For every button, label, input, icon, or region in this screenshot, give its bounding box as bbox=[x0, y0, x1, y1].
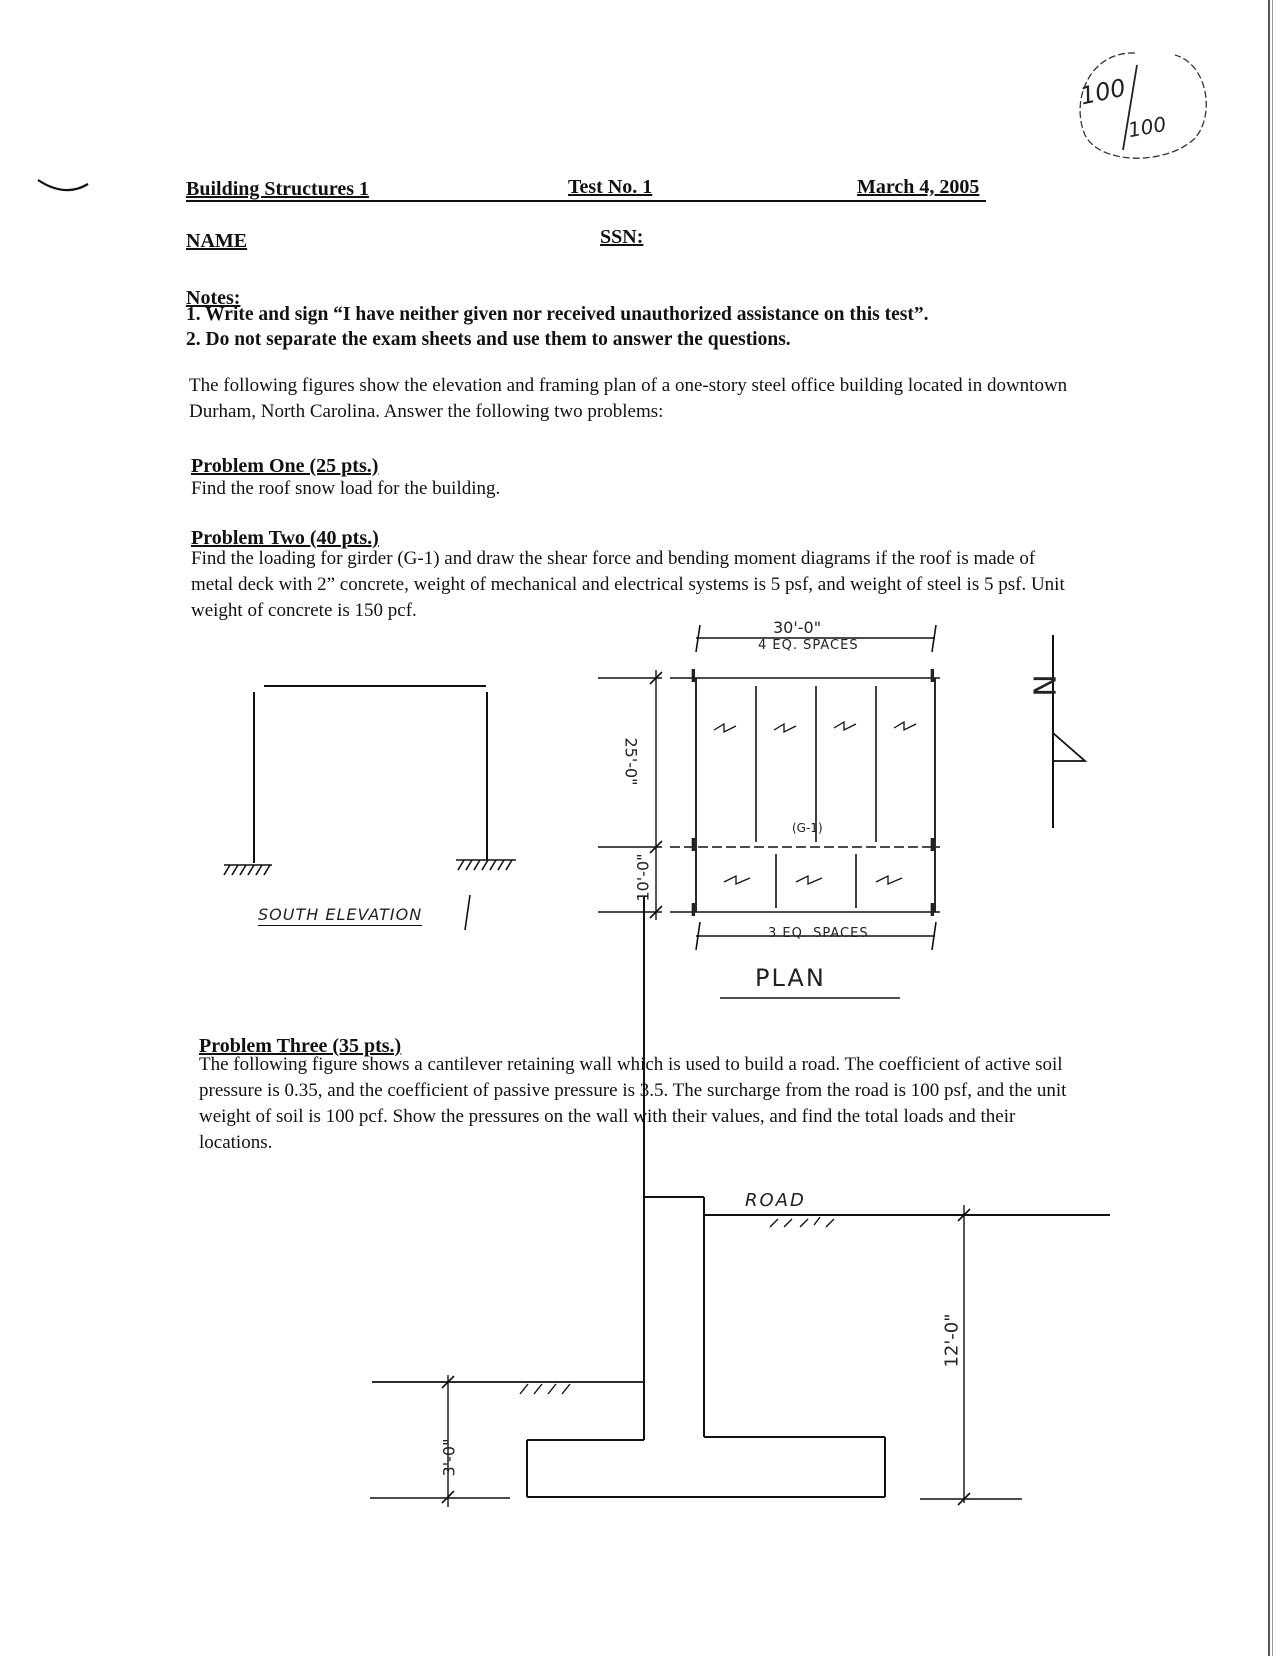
plan-label: PLAN bbox=[755, 964, 826, 992]
column-mark-top-right: I bbox=[929, 666, 936, 687]
problem2-text: Find the loading for girder (G-1) and draw the shear force and bending moment diagrams if the roof is made of metal deck with 2” concrete, weight of mechanical and electrical systems is 5 psf, and weight of steel is 5 psf. Unit weight of concrete is 150 pcf. bbox=[191, 548, 1065, 621]
intro-paragraph: The following figures show the elevation and framing plan of a one-story steel office building located in downtown Durham, North Carolina. Answer the following two problems: bbox=[189, 375, 1068, 422]
grade-total: 100 bbox=[1126, 111, 1168, 143]
problem2-title: Problem Two (40 pts.) bbox=[191, 527, 379, 549]
problem3-text: The following figure shows a cantilever retaining wall which is used to build a road. The coefficient of active soil pressure is 0.35, and the coefficient of passive pressure is 3.5. The surcharge from the road is 100 psf, and the unit weight of soil is 100 pcf. Show the pressures on the wall with their values, and find the total loads and their locations. bbox=[199, 1054, 1067, 1153]
right-fixed-support bbox=[456, 860, 516, 870]
course-title: Building Structures 1 bbox=[186, 178, 369, 200]
test-number: Test No. 1 bbox=[568, 176, 653, 198]
road-label: ROAD bbox=[745, 1190, 806, 1211]
problem1-title: Problem One (25 pts.) bbox=[191, 455, 379, 477]
note-2: 2. Do not separate the exam sheets and use them to answer the questions. bbox=[186, 329, 791, 350]
problem1-text: Find the roof snow load for the building. bbox=[191, 478, 501, 499]
north-mark: N bbox=[1025, 674, 1061, 697]
name-label: NAME bbox=[186, 230, 248, 252]
exam-date: March 4, 2005 bbox=[857, 176, 980, 198]
note-1: 1. Write and sign “I have neither given nor received unauthorized assistance on this test”. bbox=[186, 304, 929, 325]
problem3-title: Problem Three (35 pts.) bbox=[199, 1035, 402, 1057]
scan-artifact-left bbox=[20, 150, 110, 370]
notes-title: Notes: bbox=[186, 287, 241, 309]
column-mark-mid-right: I bbox=[929, 835, 936, 856]
plan-bottom-spaces: 3 EQ. SPACES bbox=[768, 926, 869, 941]
plan-top-spaces: 4 EQ. SPACES bbox=[758, 638, 859, 653]
ssn-label: SSN: bbox=[600, 226, 644, 248]
scan-edge bbox=[1268, 0, 1270, 1656]
south-elevation-drawing bbox=[210, 670, 530, 900]
column-mark-top-left: I bbox=[690, 666, 697, 687]
column-mark-bot-left: I bbox=[690, 900, 697, 921]
plan-dim-25: 25'-0" bbox=[621, 737, 641, 786]
header-rule bbox=[186, 200, 986, 202]
north-arrow-icon bbox=[1035, 633, 1095, 833]
column-mark-bot-right: I bbox=[929, 900, 936, 921]
left-fixed-support bbox=[224, 865, 272, 875]
column-mark-mid-left: I bbox=[690, 835, 697, 856]
wall-dim-3: 3'-0" bbox=[439, 1438, 459, 1477]
wall-dim-12: 12'-0" bbox=[941, 1313, 963, 1368]
retaining-wall-drawing bbox=[370, 1185, 1130, 1545]
plan-dim-10: 10'-0" bbox=[633, 853, 653, 902]
scan-edge-inner bbox=[1272, 0, 1273, 1656]
girder-g1-label: (G-1) bbox=[792, 821, 823, 835]
framing-plan-drawing bbox=[590, 620, 970, 1000]
plan-width-dimension: 30'-0" bbox=[773, 618, 822, 637]
grade-score: 100 bbox=[1077, 73, 1129, 111]
elevation-label: SOUTH ELEVATION bbox=[258, 905, 423, 924]
